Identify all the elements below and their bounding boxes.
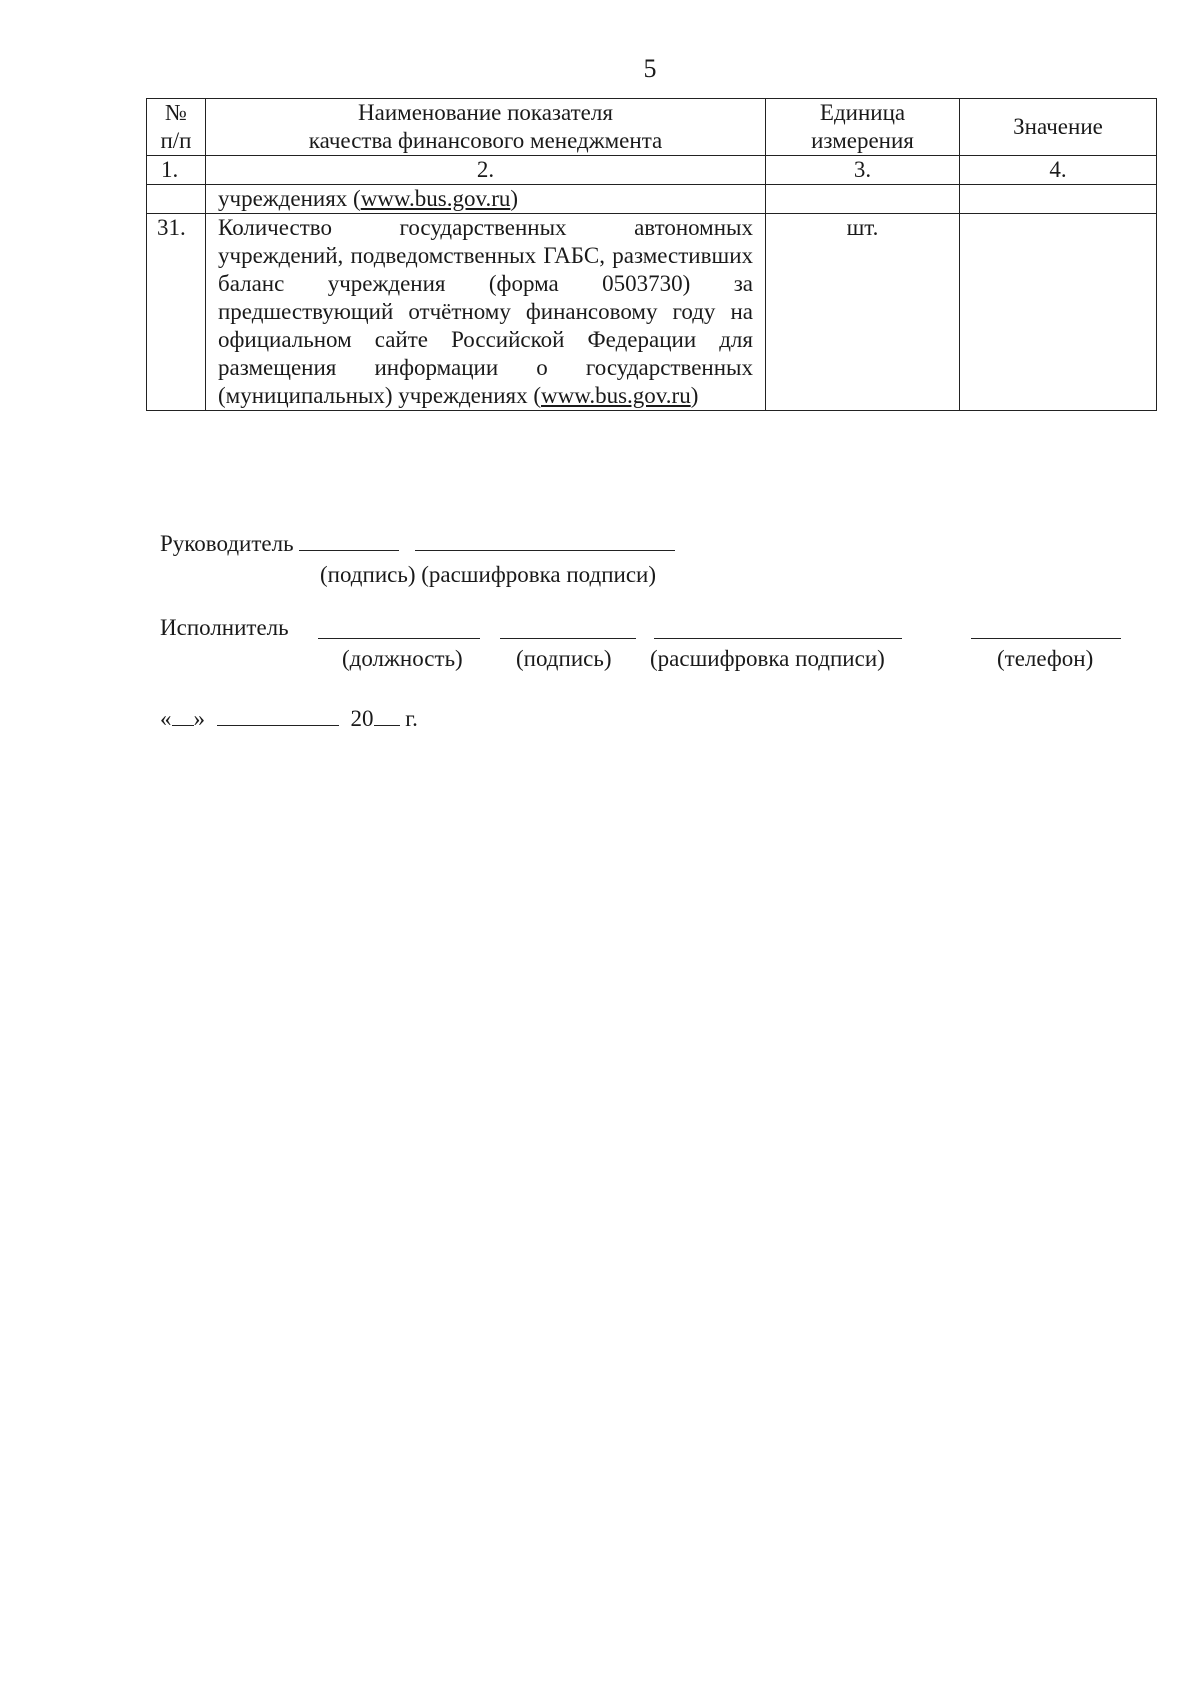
date-close-quote: » xyxy=(193,706,205,731)
executor-signature-field[interactable] xyxy=(500,618,636,639)
executor-caption-signature: (подпись) xyxy=(516,646,612,671)
row-31-text: Количество государственных автономных учреждений, подведомственных ГАБС, разместивших баланс учреждения (форма 0503730) за предшествующий отчётному финансовому году на официальном сайте Российской Федерации для размещения информации о государственных (муниципальных) учреждениях ( xyxy=(218,215,753,408)
column-number-4: 4. xyxy=(960,156,1157,185)
row-31-text-cell xyxy=(206,214,766,411)
continuation-unit-cell xyxy=(766,185,960,214)
date-line xyxy=(160,705,418,732)
head-captions: (подпись) (расшифровка подписи) xyxy=(320,562,657,587)
header-value: Значение xyxy=(960,99,1157,156)
header-number-line1: № xyxy=(165,100,187,125)
header-name xyxy=(206,99,766,156)
continuation-text-cell xyxy=(206,185,766,214)
date-open-quote: « xyxy=(160,706,172,731)
date-day-field[interactable] xyxy=(172,705,194,726)
head-signature-field[interactable] xyxy=(299,530,399,551)
indicators-table xyxy=(146,98,1157,411)
row-31-unit: шт. xyxy=(766,214,960,411)
table-row xyxy=(147,214,1157,411)
continuation-text-suffix: ) xyxy=(510,186,519,211)
column-number-2: 2. xyxy=(206,156,766,185)
executor-caption-phone: (телефон) xyxy=(997,646,1094,671)
continuation-number-cell xyxy=(147,185,206,214)
continuation-row xyxy=(147,185,1157,214)
head-signature-line xyxy=(160,530,675,557)
column-number-1: 1. xyxy=(147,156,206,185)
executor-decoding-field[interactable] xyxy=(654,618,902,639)
executor-phone-field[interactable] xyxy=(971,618,1121,639)
date-year-field[interactable] xyxy=(374,705,400,726)
executor-caption-position: (должность) xyxy=(342,646,463,671)
header-name-line1: Наименование показателя xyxy=(358,100,613,125)
date-month-field[interactable] xyxy=(217,705,339,726)
column-number-row xyxy=(147,156,1157,185)
header-number-line2: п/п xyxy=(160,128,192,153)
continuation-text-prefix: учреждениях ( xyxy=(218,186,361,211)
row-31-text-suffix: ) xyxy=(690,383,699,408)
header-number xyxy=(147,99,206,156)
continuation-value-cell xyxy=(960,185,1157,214)
head-label: Руководитель xyxy=(160,531,294,556)
column-number-3: 3. xyxy=(766,156,960,185)
date-year-suffix: г. xyxy=(405,706,418,731)
page-number: 5 xyxy=(643,54,657,83)
header-unit-line1: Единица xyxy=(819,100,906,125)
row-31-value xyxy=(960,214,1157,411)
row-31-number: 31. xyxy=(147,214,206,411)
table-header-row xyxy=(147,99,1157,156)
date-year-prefix: 20 xyxy=(350,706,374,731)
executor-caption-decoding: (расшифровка подписи) xyxy=(650,646,885,671)
head-decoding-field[interactable] xyxy=(415,530,675,551)
bus-gov-link[interactable]: www.bus.gov.ru xyxy=(541,383,691,408)
executor-label: Исполнитель xyxy=(160,615,289,640)
executor-signature-line xyxy=(160,615,289,641)
header-unit xyxy=(766,99,960,156)
header-unit-line2: измерения xyxy=(811,128,914,153)
header-name-line2: качества финансового менеджмента xyxy=(308,128,663,153)
bus-gov-link[interactable]: www.bus.gov.ru xyxy=(360,186,511,211)
executor-position-field[interactable] xyxy=(318,618,480,639)
